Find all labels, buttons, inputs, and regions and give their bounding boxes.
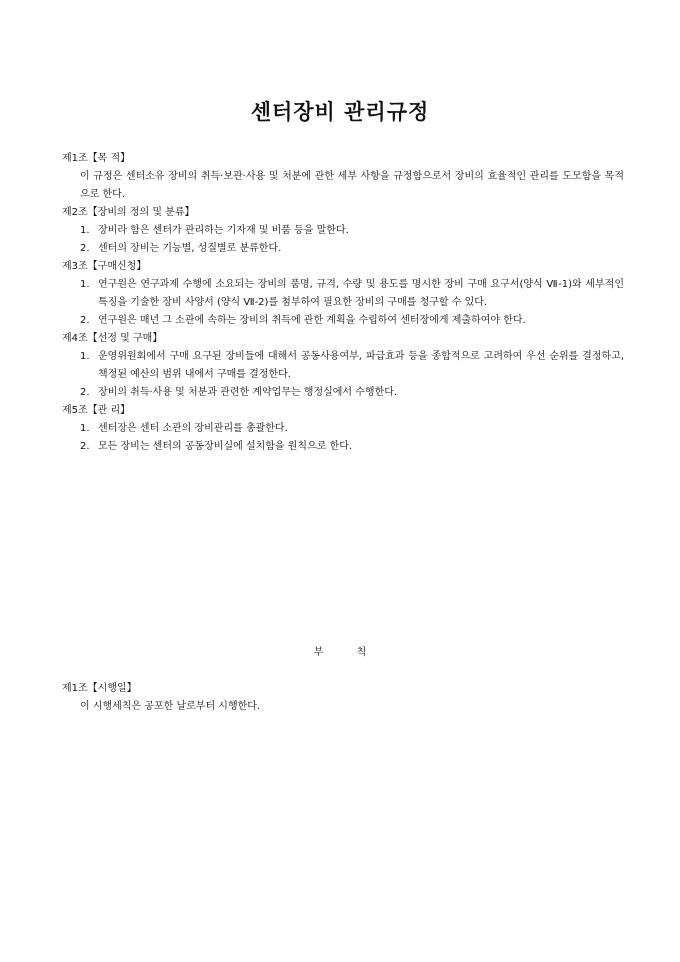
supplementary-section bbox=[62, 680, 624, 716]
list-item: 2. 모든 장비는 센터의 공동장비실에 설치함을 원칙으로 한다. bbox=[80, 441, 353, 452]
list-item: 1. 장비라 함은 센터가 관리하는 기자재 및 비품 등을 말한다. bbox=[80, 225, 349, 236]
article-heading: 제2조【장비의 정의 및 분류】 bbox=[62, 207, 195, 218]
article-heading: 제1조【목 적】 bbox=[62, 153, 131, 164]
list-item: 2. 장비의 취득·사용 및 처분과 관련한 계약업무는 행정실에서 수행한다. bbox=[80, 387, 398, 398]
article-5 bbox=[62, 402, 624, 456]
list-item: 1. 연구원은 연구과제 수행에 소요되는 장비의 품명, 규격, 수량 및 용도를 명시한 장비 구매 요구서(양식 Ⅶ-1)와 세부적인 특징을 기술한 장비 사양서 (양식 Ⅶ-2)를 첨부하여 필요한 장비의 구매를 청구할 수 있다. bbox=[80, 279, 624, 308]
article-4 bbox=[62, 330, 624, 402]
list-item: 1. 운영위원회에서 구매 요구된 장비들에 대해서 공동사용여부, 파급효과 등을 종합적으로 고려하여 우선 순위를 결정하고, 책정된 예산의 범위 내에서 구매를 결정한다. bbox=[80, 351, 624, 380]
article-2 bbox=[62, 204, 624, 258]
list-item: 2. 연구원은 매년 그 소관에 속하는 장비의 취득에 관한 계획을 수립하여 센터장에게 제출하여야 한다. bbox=[80, 315, 526, 326]
article-heading: 제5조【관 리】 bbox=[62, 405, 131, 416]
article-3 bbox=[62, 258, 624, 330]
document-title: 센터장비 관리규정 bbox=[250, 100, 430, 124]
article-heading: 제1조【시행일】 bbox=[62, 683, 137, 694]
list-item: 2. 센터의 장비는 기능별, 성질별로 분류한다. bbox=[80, 243, 282, 254]
article-heading: 제4조【선정 및 구매】 bbox=[62, 333, 163, 344]
article-text: 이 시행세칙은 공포한 날로부터 시행한다. bbox=[80, 701, 261, 712]
document-body bbox=[62, 150, 624, 456]
list-item: 1. 센터장은 센터 소관의 장비관리를 총괄한다. bbox=[80, 423, 288, 434]
article-heading: 제3조【구매신청】 bbox=[62, 261, 147, 272]
article-1 bbox=[62, 150, 624, 204]
article-text: 이 규정은 센터소유 장비의 취득·보관·사용 및 처분에 관한 세부 사항을 규정함으로서 장비의 효율적인 관리를 도모함을 목적으로 한다. bbox=[80, 171, 624, 200]
supplementary-title: 부 칙 bbox=[313, 647, 367, 658]
